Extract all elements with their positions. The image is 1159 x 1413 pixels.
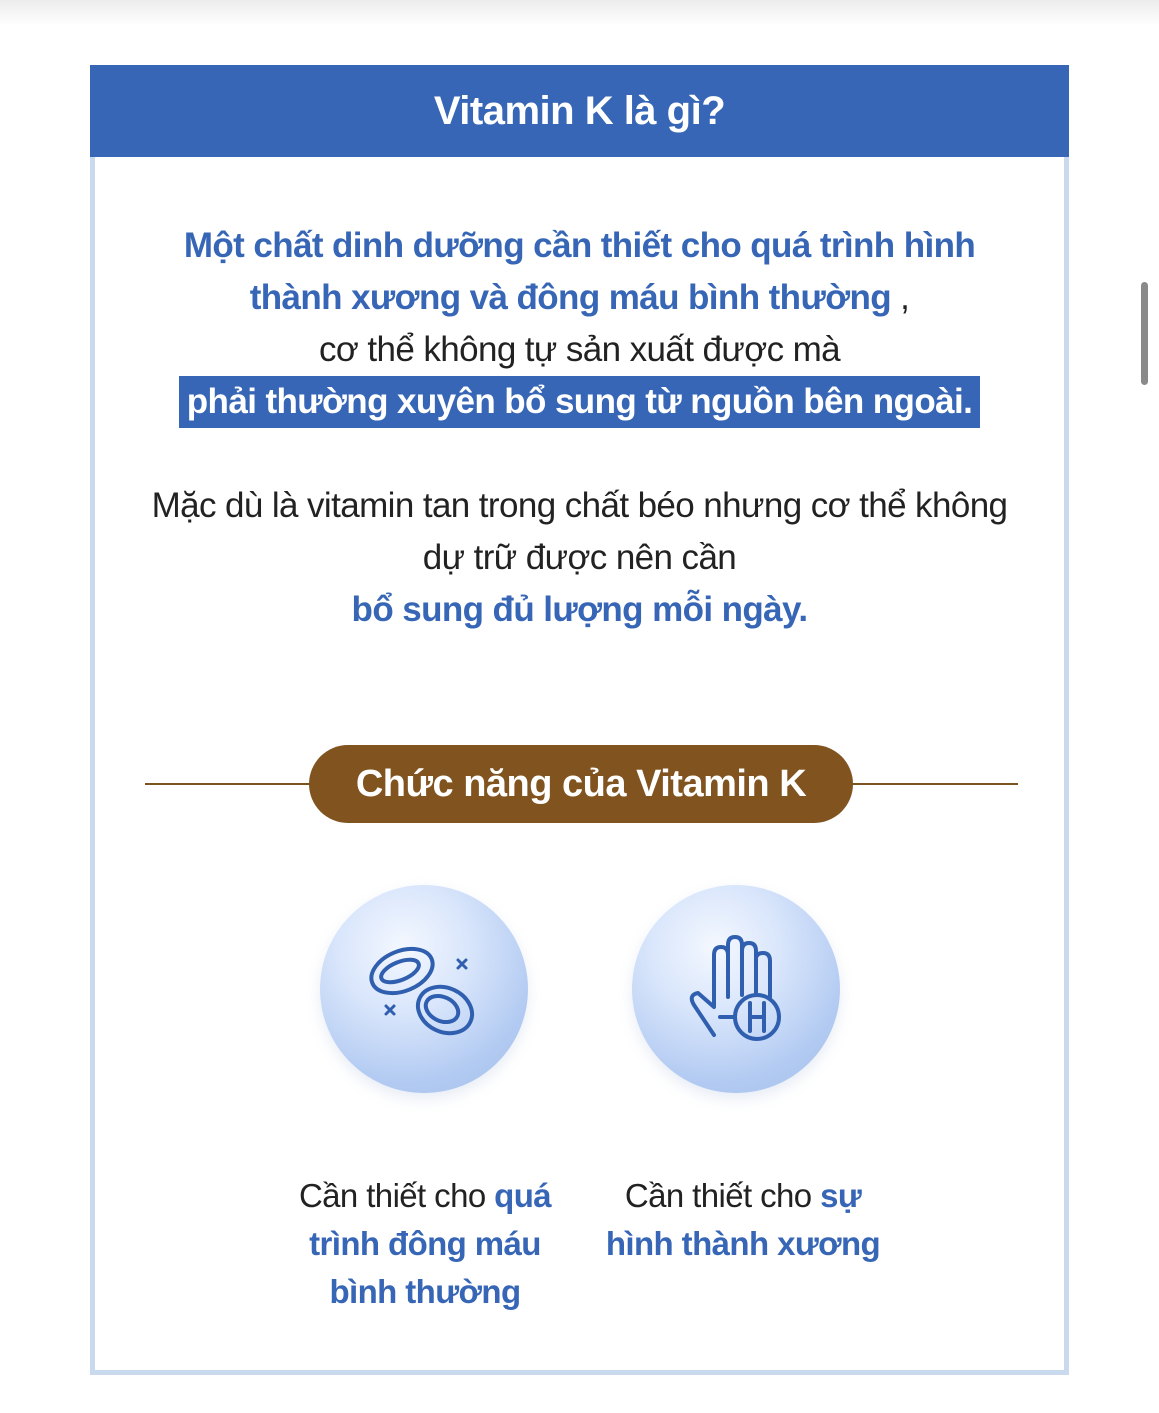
intro-paragraph: [95, 220, 1064, 428]
blood-cells-icon: [320, 885, 528, 1093]
scrollbar[interactable]: [1141, 282, 1148, 385]
caption-bone-formation: [593, 1172, 893, 1268]
card-header: [90, 65, 1069, 157]
intro-line-3: cơ thể không tự sản xuất được mà: [318, 330, 841, 369]
secondary-paragraph: [95, 480, 1064, 636]
vitamin-k-card: [90, 65, 1069, 1375]
para2-line-2: dự trữ được nên cần: [422, 538, 737, 577]
page-title: Vitamin K là gì?: [433, 88, 726, 133]
caption-blood-clotting: [285, 1172, 565, 1316]
functions-heading: [145, 745, 1018, 823]
para2-line-3: bổ sung đủ lượng mỗi ngày.: [351, 590, 808, 629]
functions-title-pill: [309, 745, 853, 823]
caption-2-plain: Cần thiết cho: [624, 1177, 821, 1214]
caption-1-plain: Cần thiết cho: [298, 1177, 495, 1214]
intro-line-4: [95, 376, 1064, 428]
hand-bone-icon: [632, 885, 840, 1093]
intro-line-2-bold: thành xương và đông máu bình thường: [249, 278, 892, 317]
caption-1-line-1: [285, 1172, 565, 1220]
caption-2-line-2: hình thành xương: [605, 1225, 881, 1262]
top-shadow: [0, 0, 1159, 26]
caption-2-line-1: [593, 1172, 893, 1220]
intro-highlight: phải thường xuyên bổ sung từ nguồn bên ngoài.: [179, 376, 980, 428]
functions-title: Chức năng của Vitamin K: [355, 762, 807, 805]
caption-1-line-3: bình thường: [329, 1273, 521, 1310]
caption-1-line-2: trình đông máu: [309, 1225, 541, 1262]
para2-line-1: Mặc dù là vitamin tan trong chất béo nhưng cơ thể không: [151, 486, 1008, 525]
intro-line-2-tail: ,: [891, 278, 910, 317]
intro-line-1: Một chất dinh dưỡng cần thiết cho quá trình hình: [183, 226, 976, 265]
intro-line-2: [95, 272, 1064, 324]
caption-2-bold-1: sự: [820, 1177, 862, 1214]
caption-1-bold-1: quá: [494, 1177, 552, 1214]
